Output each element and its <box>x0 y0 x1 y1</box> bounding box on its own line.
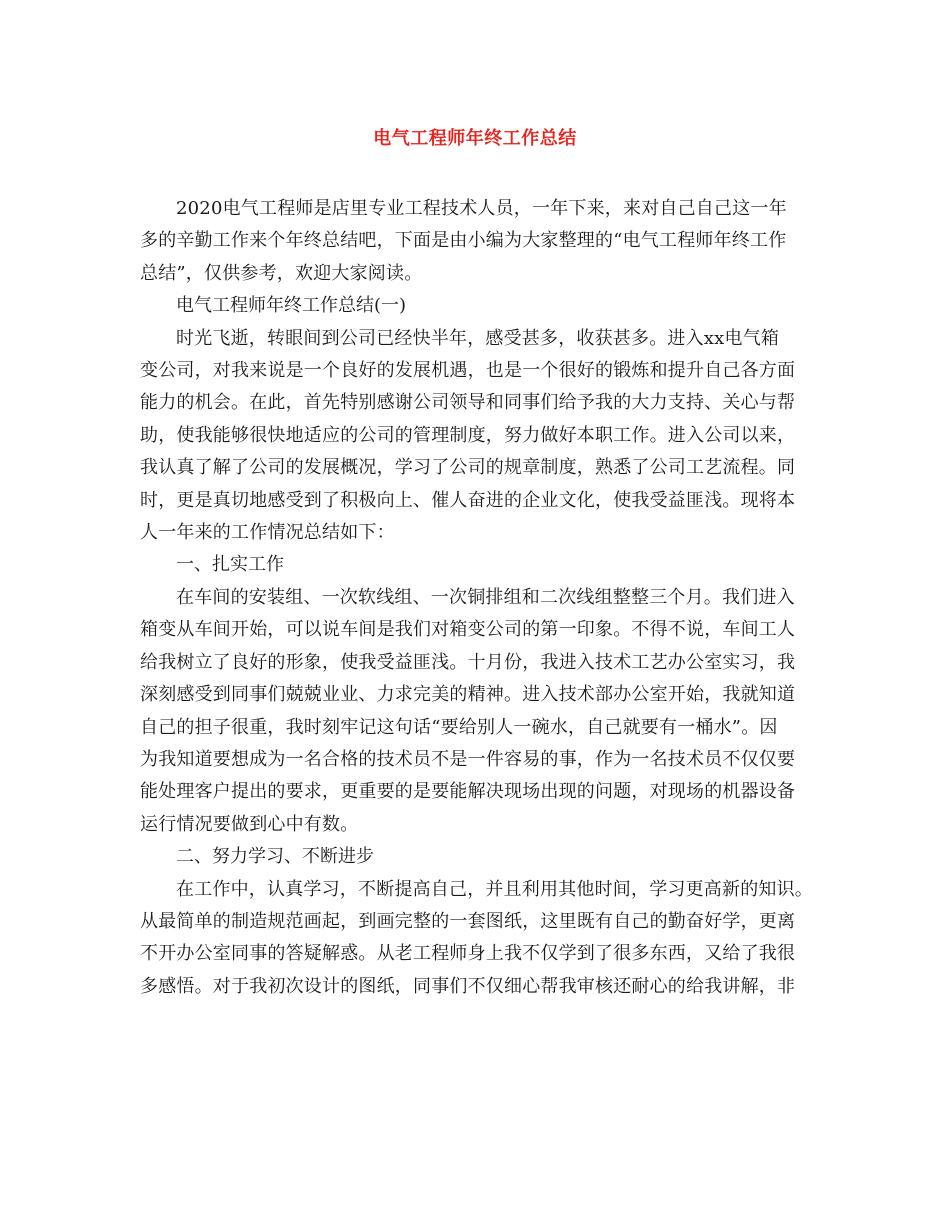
intro-line: 2020电气工程师是店里专业工程技术人员，一年下来，来对自己自己这一年 <box>176 198 787 219</box>
paragraph-line: 人一年来的工作情况总结如下： <box>140 522 395 544</box>
paragraph-line: 自己的担子很重，我时刻牢记这句话“要给别人一碗水，自己就要有一桶水”。因 <box>140 716 778 738</box>
paragraph-line: 箱变从车间开始，可以说车间是我们对箱变公司的第一印象。不得不说，车间工人 <box>140 619 796 641</box>
paragraph-line: 多感悟。对于我初次设计的图纸，同事们不仅细心帮我审核还耐心的给我讲解，非 <box>140 975 796 997</box>
paragraph-2 <box>140 582 812 841</box>
paragraph-line: 时，更是真切地感受到了积极向上、催人奋进的企业文化，使我受益匪浅。现将本 <box>140 489 796 511</box>
paragraph-line: 时光飞逝，转眼间到公司已经快半年，感受甚多，收获甚多。进入xx电气箱 <box>176 327 780 349</box>
paragraph-line: 能力的机会。在此，首先特别感谢公司领导和同事们给予我的大力支持、关心与帮 <box>140 392 796 414</box>
paragraph-line: 我认真了解了公司的发展概况，学习了公司的规章制度，熟悉了公司工艺流程。同 <box>140 457 796 479</box>
heading-1: 一、扎实工作 <box>176 554 284 576</box>
intro-line: 总结”，仅供参考，欢迎大家阅读。 <box>140 262 423 284</box>
intro-line: 多的辛勤工作来个年终总结吧，下面是由小编为大家整理的“电气工程师年终工作 <box>140 230 787 252</box>
document-title: 电气工程师年终工作总结 <box>373 128 577 149</box>
paragraph-line: 变公司，对我来说是一个良好的发展机遇，也是一个很好的锻炼和提升自己各方面 <box>140 360 796 382</box>
section-title: 电气工程师年终工作总结(一) <box>176 295 407 317</box>
paragraph-line: 深刻感受到同事们兢兢业业、力求完美的精神。进入技术部办公室开始，我就知道 <box>140 684 796 706</box>
paragraph-line: 助，使我能够很快地适应的公司的管理制度，努力做好本职工作。进入公司以来， <box>140 424 796 446</box>
intro-paragraph <box>140 193 812 290</box>
paragraph-line: 为我知道要想成为一名合格的技术员不是一件容易的事，作为一名技术员不仅仅要 <box>140 748 796 770</box>
heading-2: 二、努力学习、不断进步 <box>176 846 374 868</box>
paragraph-line: 从最简单的制造规范画起，到画完整的一套图纸，这里既有自己的勤奋好学，更离 <box>140 910 796 932</box>
paragraph-line: 在车间的安装组、一次软线组、一次铜排组和二次线组整整三个月。我们进入 <box>176 586 795 608</box>
paragraph-1 <box>140 323 812 550</box>
paragraph-line: 给我树立了良好的形象，使我受益匪浅。十月份，我进入技术工艺办公室实习，我 <box>140 651 796 673</box>
paragraph-line: 在工作中，认真学习，不断提高自己，并且利用其他时间，学习更高新的知识。 <box>176 878 813 900</box>
paragraph-line: 不开办公室同事的答疑解惑。从老工程师身上我不仅学到了很多东西，又给了我很 <box>140 943 796 965</box>
paragraph-line: 能处理客户提出的要求，更重要的是要能解决现场出现的问题，对现场的机器设备 <box>140 781 796 803</box>
paragraph-3 <box>140 874 812 1004</box>
paragraph-line: 运行情况要做到心中有数。 <box>140 813 359 835</box>
document-body <box>140 193 812 1003</box>
